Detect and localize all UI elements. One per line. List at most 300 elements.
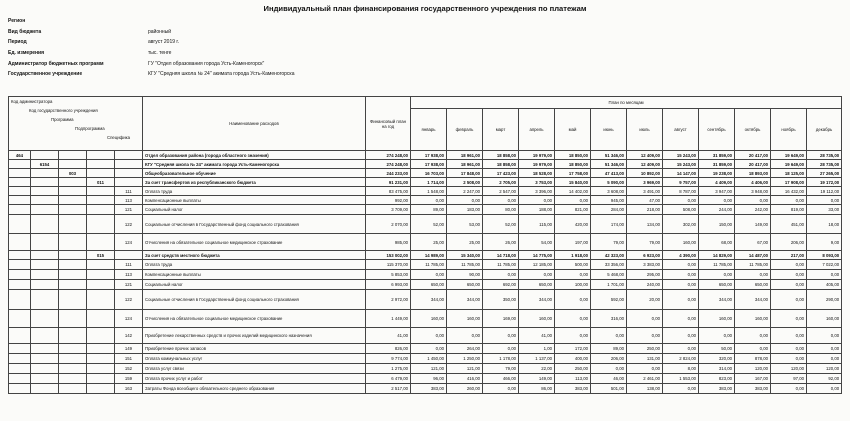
table-row: [9, 328, 842, 344]
month-value-cell: 0,00: [663, 290, 699, 310]
month-value-cell: 68,00: [699, 234, 735, 251]
month-value-cell: 0,00: [483, 328, 519, 344]
month-value-cell: 819,00: [771, 205, 807, 215]
month-value-cell: 160,00: [663, 234, 699, 251]
code-cell: [31, 178, 59, 187]
month-value-cell: 0,00: [807, 196, 842, 205]
code-headers: [9, 97, 143, 151]
month-value-cell: 15 243,00: [663, 151, 699, 160]
code-cell: [87, 160, 115, 169]
month-value-cell: 18 858,00: [483, 151, 519, 160]
month-value-cell: 250,00: [627, 344, 663, 354]
code-cell: [59, 187, 87, 196]
month-value-cell: 18,00: [807, 215, 842, 234]
month-value-cell: 3 969,00: [627, 178, 663, 187]
month-value-cell: 28 735,00: [807, 160, 842, 169]
expense-name: Приобретение прочих запасов: [143, 344, 366, 354]
table-row: [9, 310, 842, 328]
month-value-cell: 0,00: [807, 344, 842, 354]
month-value-cell: 650,00: [447, 280, 483, 290]
code-cell: [31, 196, 59, 205]
code-cell: [59, 196, 87, 205]
month-value-cell: 14 989,00: [411, 251, 447, 260]
annual-plan-cell: 985,00: [366, 234, 411, 251]
code-cell: [59, 234, 87, 251]
annual-plan-cell: 244 233,00: [366, 169, 411, 178]
code-cell: [9, 160, 31, 169]
expense-name: Приобретение лекарственных средств и прочих изделий медицинского назначения: [143, 328, 366, 344]
code-cell: 163: [115, 384, 143, 394]
month-value-cell: 0,00: [771, 354, 807, 364]
expense-name: Оплата труда: [143, 260, 366, 270]
month-value-cell: 0,00: [735, 270, 771, 280]
month-value-cell: 14 487,00: [735, 251, 771, 260]
month-value-cell: 0,00: [519, 270, 555, 280]
month-value-cell: 17 758,00: [555, 169, 591, 178]
month-value-cell: 27 265,00: [807, 169, 842, 178]
code-cell: [9, 169, 31, 178]
month-value-cell: 0,00: [411, 196, 447, 205]
month-value-cell: 0,00: [411, 344, 447, 354]
month-value-cell: 42 323,00: [591, 251, 627, 260]
meta-label: Администратор бюджетных программ: [8, 60, 104, 67]
code-cell: [87, 374, 115, 384]
meta-row: [8, 69, 295, 80]
month-value-cell: 0,00: [771, 260, 807, 270]
code-cell: 159: [115, 374, 143, 384]
table-row: [9, 344, 842, 354]
month-value-cell: 0,00: [663, 280, 699, 290]
code-cell: [87, 270, 115, 280]
table-row: [9, 374, 842, 384]
code-cell: 111: [115, 187, 143, 196]
table-row: [9, 260, 842, 270]
code-cell: 113: [115, 196, 143, 205]
code-cell: [59, 280, 87, 290]
code-cell: [59, 205, 87, 215]
month-value-cell: 0,00: [771, 270, 807, 280]
month-value-cell: 344,00: [447, 290, 483, 310]
code-cell: [59, 374, 87, 384]
code-cell: [59, 270, 87, 280]
month-value-cell: 206,00: [771, 234, 807, 251]
month-value-cell: 47,00: [627, 196, 663, 205]
month-value-cell: 100,00: [555, 280, 591, 290]
code-cell: [87, 328, 115, 344]
month-value-cell: 3 396,00: [519, 187, 555, 196]
month-value-cell: 0,00: [555, 328, 591, 344]
annual-plan-cell: 83 475,00: [366, 187, 411, 196]
month-value-cell: 1 450,00: [411, 354, 447, 364]
month-value-cell: 11 785,00: [699, 260, 735, 270]
annual-plan-cell: 153 002,00: [366, 251, 411, 260]
month-value-cell: 6 923,00: [627, 251, 663, 260]
month-value-cell: 0,00: [411, 270, 447, 280]
month-value-cell: 692,00: [483, 280, 519, 290]
code-cell: [59, 215, 87, 234]
month-value-cell: 0,00: [771, 196, 807, 205]
month-header: август: [663, 109, 699, 151]
annual-plan-cell: 6 993,00: [366, 280, 411, 290]
month-value-cell: 3 491,00: [627, 187, 663, 196]
annual-plan-cell: 2 517,00: [366, 384, 411, 394]
month-value-cell: 0,00: [699, 196, 735, 205]
month-value-cell: 240,00: [627, 280, 663, 290]
month-value-cell: 650,00: [699, 280, 735, 290]
month-value-cell: 50,00: [699, 344, 735, 354]
month-value-cell: 20 417,00: [735, 151, 771, 160]
month-value-cell: 0,00: [663, 260, 699, 270]
month-value-cell: 19 979,00: [519, 151, 555, 160]
expense-name: КГУ "Средняя школа № 24" акимата города Усть-Каменогорска: [143, 160, 366, 169]
code-cell: [31, 290, 59, 310]
expense-name: За счет средств местного бюджета: [143, 251, 366, 260]
meta-row: [8, 27, 295, 38]
month-value-cell: 8 787,00: [663, 187, 699, 196]
table-row: [9, 280, 842, 290]
code-cell: [31, 384, 59, 394]
month-value-cell: 0,00: [699, 328, 735, 344]
month-value-cell: 0,00: [591, 364, 627, 374]
month-value-cell: 242,00: [735, 205, 771, 215]
code-cell: 6154: [31, 160, 59, 169]
month-value-cell: 7 022,00: [807, 260, 842, 270]
code-header-program: Программа: [51, 117, 74, 122]
code-cell: 003: [59, 169, 87, 178]
table-row: [9, 178, 842, 187]
month-value-cell: 3 383,00: [627, 260, 663, 270]
month-value-cell: 54,00: [519, 234, 555, 251]
month-value-cell: 383,00: [735, 384, 771, 394]
month-value-cell: 9,00: [807, 234, 842, 251]
month-value-cell: 344,00: [519, 290, 555, 310]
meta-value: районный: [148, 28, 172, 35]
month-value-cell: 5 090,00: [591, 178, 627, 187]
code-cell: [87, 151, 115, 160]
code-cell: [9, 374, 31, 384]
month-value-cell: 15 840,00: [555, 178, 591, 187]
month-value-cell: 41,00: [519, 328, 555, 344]
code-cell: [31, 328, 59, 344]
code-cell: [9, 178, 31, 187]
month-value-cell: 79,00: [591, 234, 627, 251]
month-value-cell: 344,00: [411, 290, 447, 310]
month-header: декабрь: [807, 109, 842, 151]
month-header: сентябрь: [699, 109, 735, 151]
code-cell: [87, 234, 115, 251]
code-cell: [9, 260, 31, 270]
months-header: План по месяцам: [411, 97, 842, 109]
month-value-cell: 650,00: [411, 280, 447, 290]
month-value-cell: 150,00: [699, 215, 735, 234]
expense-name: Отчисления на обязательное социальное медицинское страхование: [143, 310, 366, 328]
month-value-cell: 2 508,00: [447, 178, 483, 187]
code-cell: [9, 364, 31, 374]
month-value-cell: 14 775,00: [519, 251, 555, 260]
fin-plan-header: Финансовый план на год: [366, 97, 411, 151]
table-row: [9, 354, 842, 364]
month-value-cell: 250,00: [555, 364, 591, 374]
month-value-cell: 17 908,00: [771, 178, 807, 187]
code-cell: [9, 251, 31, 260]
month-value-cell: 383,00: [555, 384, 591, 394]
month-value-cell: 264,00: [447, 344, 483, 354]
month-value-cell: 169,00: [483, 310, 519, 328]
month-value-cell: 1,00: [519, 344, 555, 354]
financing-plan-table: [8, 96, 842, 394]
month-value-cell: 20 417,00: [735, 160, 771, 169]
month-value-cell: 290,00: [807, 290, 842, 310]
code-cell: [59, 290, 87, 310]
month-value-cell: 1 178,00: [483, 354, 519, 364]
month-value-cell: 51 346,00: [591, 160, 627, 169]
month-value-cell: 10 892,00: [627, 169, 663, 178]
annual-plan-cell: 274 248,00: [366, 151, 411, 160]
month-value-cell: 420,00: [555, 215, 591, 234]
code-cell: [9, 196, 31, 205]
annual-plan-cell: 5 853,00: [366, 270, 411, 280]
month-value-cell: 383,00: [699, 384, 735, 394]
month-value-cell: 134,00: [627, 215, 663, 234]
code-cell: [31, 270, 59, 280]
month-value-cell: 79,00: [483, 364, 519, 374]
expense-name: Общеобразовательное обучение: [143, 169, 366, 178]
month-value-cell: 12 409,00: [627, 151, 663, 160]
month-value-cell: 113,00: [555, 374, 591, 384]
month-value-cell: 51 346,00: [591, 151, 627, 160]
code-cell: [9, 234, 31, 251]
code-cell: [59, 151, 87, 160]
month-value-cell: 383,00: [411, 384, 447, 394]
month-value-cell: 2 547,00: [483, 187, 519, 196]
code-cell: [59, 384, 87, 394]
month-value-cell: 46,00: [591, 374, 627, 384]
annual-plan-cell: 274 248,00: [366, 160, 411, 169]
meta-value: тыс. тенге: [148, 50, 172, 57]
month-value-cell: 20,00: [627, 290, 663, 310]
month-value-cell: 92,00: [807, 374, 842, 384]
code-cell: 111: [115, 260, 143, 270]
month-value-cell: 295,00: [627, 270, 663, 280]
month-value-cell: 149,00: [735, 215, 771, 234]
code-cell: [31, 151, 59, 160]
expense-name: Социальный налог: [143, 280, 366, 290]
meta-label: Регион: [8, 18, 26, 25]
month-value-cell: 500,00: [555, 260, 591, 270]
annual-plan-cell: 2 070,00: [366, 215, 411, 234]
month-value-cell: 2 461,00: [627, 374, 663, 384]
month-value-cell: 121,00: [447, 364, 483, 374]
code-cell: [87, 344, 115, 354]
meta-value: ГУ "Отдел образования города Усть-Каменогорск": [148, 60, 265, 67]
month-value-cell: 131,00: [627, 354, 663, 364]
code-header-institution: Код государственного учреждения: [29, 108, 98, 113]
month-value-cell: 1 918,00: [555, 251, 591, 260]
month-value-cell: 0,00: [555, 310, 591, 328]
month-value-cell: 0,00: [483, 270, 519, 280]
month-value-cell: 400,00: [555, 354, 591, 364]
month-value-cell: 0,00: [411, 328, 447, 344]
expense-name: Компенсационные выплаты: [143, 196, 366, 205]
code-cell: 151: [115, 354, 143, 364]
month-value-cell: 9 757,00: [663, 178, 699, 187]
table-row: [9, 290, 842, 310]
code-cell: [115, 178, 143, 187]
month-value-cell: 18 961,00: [447, 151, 483, 160]
code-cell: [31, 364, 59, 374]
month-value-cell: 821,00: [555, 205, 591, 215]
month-value-cell: 25,00: [447, 234, 483, 251]
code-cell: [9, 384, 31, 394]
code-header-admin: Код администратора: [11, 99, 53, 104]
month-value-cell: 8 093,00: [807, 251, 842, 260]
expense-name: Отдел образования района (города областного значения): [143, 151, 366, 160]
month-value-cell: 14 402,00: [555, 187, 591, 196]
table-row: [9, 215, 842, 234]
month-value-cell: 416,00: [447, 374, 483, 384]
meta-row: [8, 16, 295, 27]
month-value-cell: 14 147,00: [663, 169, 699, 178]
code-cell: [115, 169, 143, 178]
meta-row: [8, 58, 295, 69]
code-cell: [87, 196, 115, 205]
month-value-cell: 18 125,00: [771, 169, 807, 178]
month-value-cell: 0,00: [771, 290, 807, 310]
month-value-cell: 0,00: [555, 290, 591, 310]
code-cell: [9, 354, 31, 364]
month-value-cell: 18 850,00: [555, 151, 591, 160]
month-value-cell: 823,00: [699, 374, 735, 384]
month-value-cell: 174,00: [591, 215, 627, 234]
code-cell: [9, 328, 31, 344]
meta-value: КГУ "Средняя школа № 24" акимата города Усть-Каменогорска: [148, 71, 295, 78]
month-value-cell: 344,00: [735, 290, 771, 310]
month-value-cell: 0,00: [699, 270, 735, 280]
month-value-cell: 344,00: [699, 290, 735, 310]
month-value-cell: 0,00: [807, 384, 842, 394]
month-value-cell: 53,00: [447, 215, 483, 234]
month-value-cell: 18 858,00: [483, 160, 519, 169]
month-value-cell: 0,00: [663, 344, 699, 354]
month-value-cell: 17 423,00: [483, 169, 519, 178]
month-header: март: [483, 109, 519, 151]
month-value-cell: 302,00: [663, 215, 699, 234]
month-value-cell: 314,00: [699, 364, 735, 374]
code-cell: [31, 234, 59, 251]
month-value-cell: 160,00: [699, 310, 735, 328]
code-cell: 464: [9, 151, 31, 160]
month-value-cell: 0,00: [771, 280, 807, 290]
code-cell: 121: [115, 280, 143, 290]
annual-plan-cell: 2 972,00: [366, 290, 411, 310]
month-value-cell: 0,00: [663, 328, 699, 344]
month-value-cell: 188,00: [519, 205, 555, 215]
month-value-cell: 19 979,00: [519, 160, 555, 169]
code-cell: [31, 215, 59, 234]
month-value-cell: 26,00: [483, 234, 519, 251]
code-cell: [31, 260, 59, 270]
annual-plan-cell: 1 449,00: [366, 310, 411, 328]
month-value-cell: 0,00: [735, 328, 771, 344]
month-header: апрель: [519, 109, 555, 151]
month-value-cell: 19 172,00: [807, 178, 842, 187]
code-cell: [87, 290, 115, 310]
table-row: [9, 160, 842, 169]
month-header: октябрь: [735, 109, 771, 151]
month-value-cell: 206,00: [591, 354, 627, 364]
month-value-cell: 52,00: [483, 215, 519, 234]
month-value-cell: 11 785,00: [735, 260, 771, 270]
month-value-cell: 0,00: [735, 344, 771, 354]
code-cell: 142: [115, 328, 143, 344]
expense-name: Компенсационные выплаты: [143, 270, 366, 280]
month-value-cell: 19 649,00: [771, 160, 807, 169]
meta-label: Период: [8, 39, 27, 46]
annual-plan-cell: 115 370,00: [366, 260, 411, 270]
month-value-cell: 22,00: [519, 364, 555, 374]
expense-name: Оплата прочих услуг и работ: [143, 374, 366, 384]
month-value-cell: 0,00: [771, 344, 807, 354]
month-value-cell: 3 608,00: [591, 187, 627, 196]
month-value-cell: 115,00: [519, 215, 555, 234]
month-value-cell: 97,00: [771, 374, 807, 384]
annual-plan-cell: 9 774,00: [366, 354, 411, 364]
month-value-cell: 18 528,00: [519, 169, 555, 178]
month-value-cell: 0,00: [771, 310, 807, 328]
document-title: Индивидуальный план финансирования государственного учреждения по платежам: [263, 4, 587, 13]
month-value-cell: 0,00: [483, 196, 519, 205]
month-value-cell: 4 409,00: [699, 178, 735, 187]
month-value-cell: 160,00: [735, 310, 771, 328]
code-cell: 124: [115, 310, 143, 328]
code-cell: [87, 310, 115, 328]
month-value-cell: 16 432,00: [771, 187, 807, 196]
code-cell: [115, 160, 143, 169]
expense-name: Социальные отчисления в Государственный фонд социального страхования: [143, 215, 366, 234]
month-value-cell: 120,00: [771, 364, 807, 374]
code-cell: 122: [115, 215, 143, 234]
code-cell: [31, 187, 59, 196]
code-cell: [59, 354, 87, 364]
month-value-cell: 0,00: [663, 196, 699, 205]
annual-plan-cell: 3 709,00: [366, 205, 411, 215]
expense-name: Социальный налог: [143, 205, 366, 215]
code-cell: [59, 251, 87, 260]
month-value-cell: 120,00: [735, 364, 771, 374]
code-cell: [9, 310, 31, 328]
month-value-cell: 0,00: [663, 384, 699, 394]
month-value-cell: 316,00: [591, 310, 627, 328]
annual-plan-cell: 41,00: [366, 328, 411, 344]
month-value-cell: 945,00: [591, 196, 627, 205]
month-value-cell: 15 243,00: [663, 160, 699, 169]
month-value-cell: 11 785,00: [483, 260, 519, 270]
code-cell: [59, 344, 87, 354]
code-cell: [9, 215, 31, 234]
annual-plan-cell: 6 479,00: [366, 374, 411, 384]
meta-row: [8, 37, 295, 48]
code-cell: [87, 187, 115, 196]
month-value-cell: 17 938,00: [411, 151, 447, 160]
expense-name: Оплата коммунальных услуг: [143, 354, 366, 364]
month-value-cell: 0,00: [519, 196, 555, 205]
code-cell: 011: [87, 178, 115, 187]
month-header: июнь: [591, 109, 627, 151]
month-value-cell: 451,00: [771, 215, 807, 234]
month-value-cell: 0,00: [447, 196, 483, 205]
month-value-cell: 12 409,00: [627, 160, 663, 169]
month-value-cell: 79,00: [627, 234, 663, 251]
